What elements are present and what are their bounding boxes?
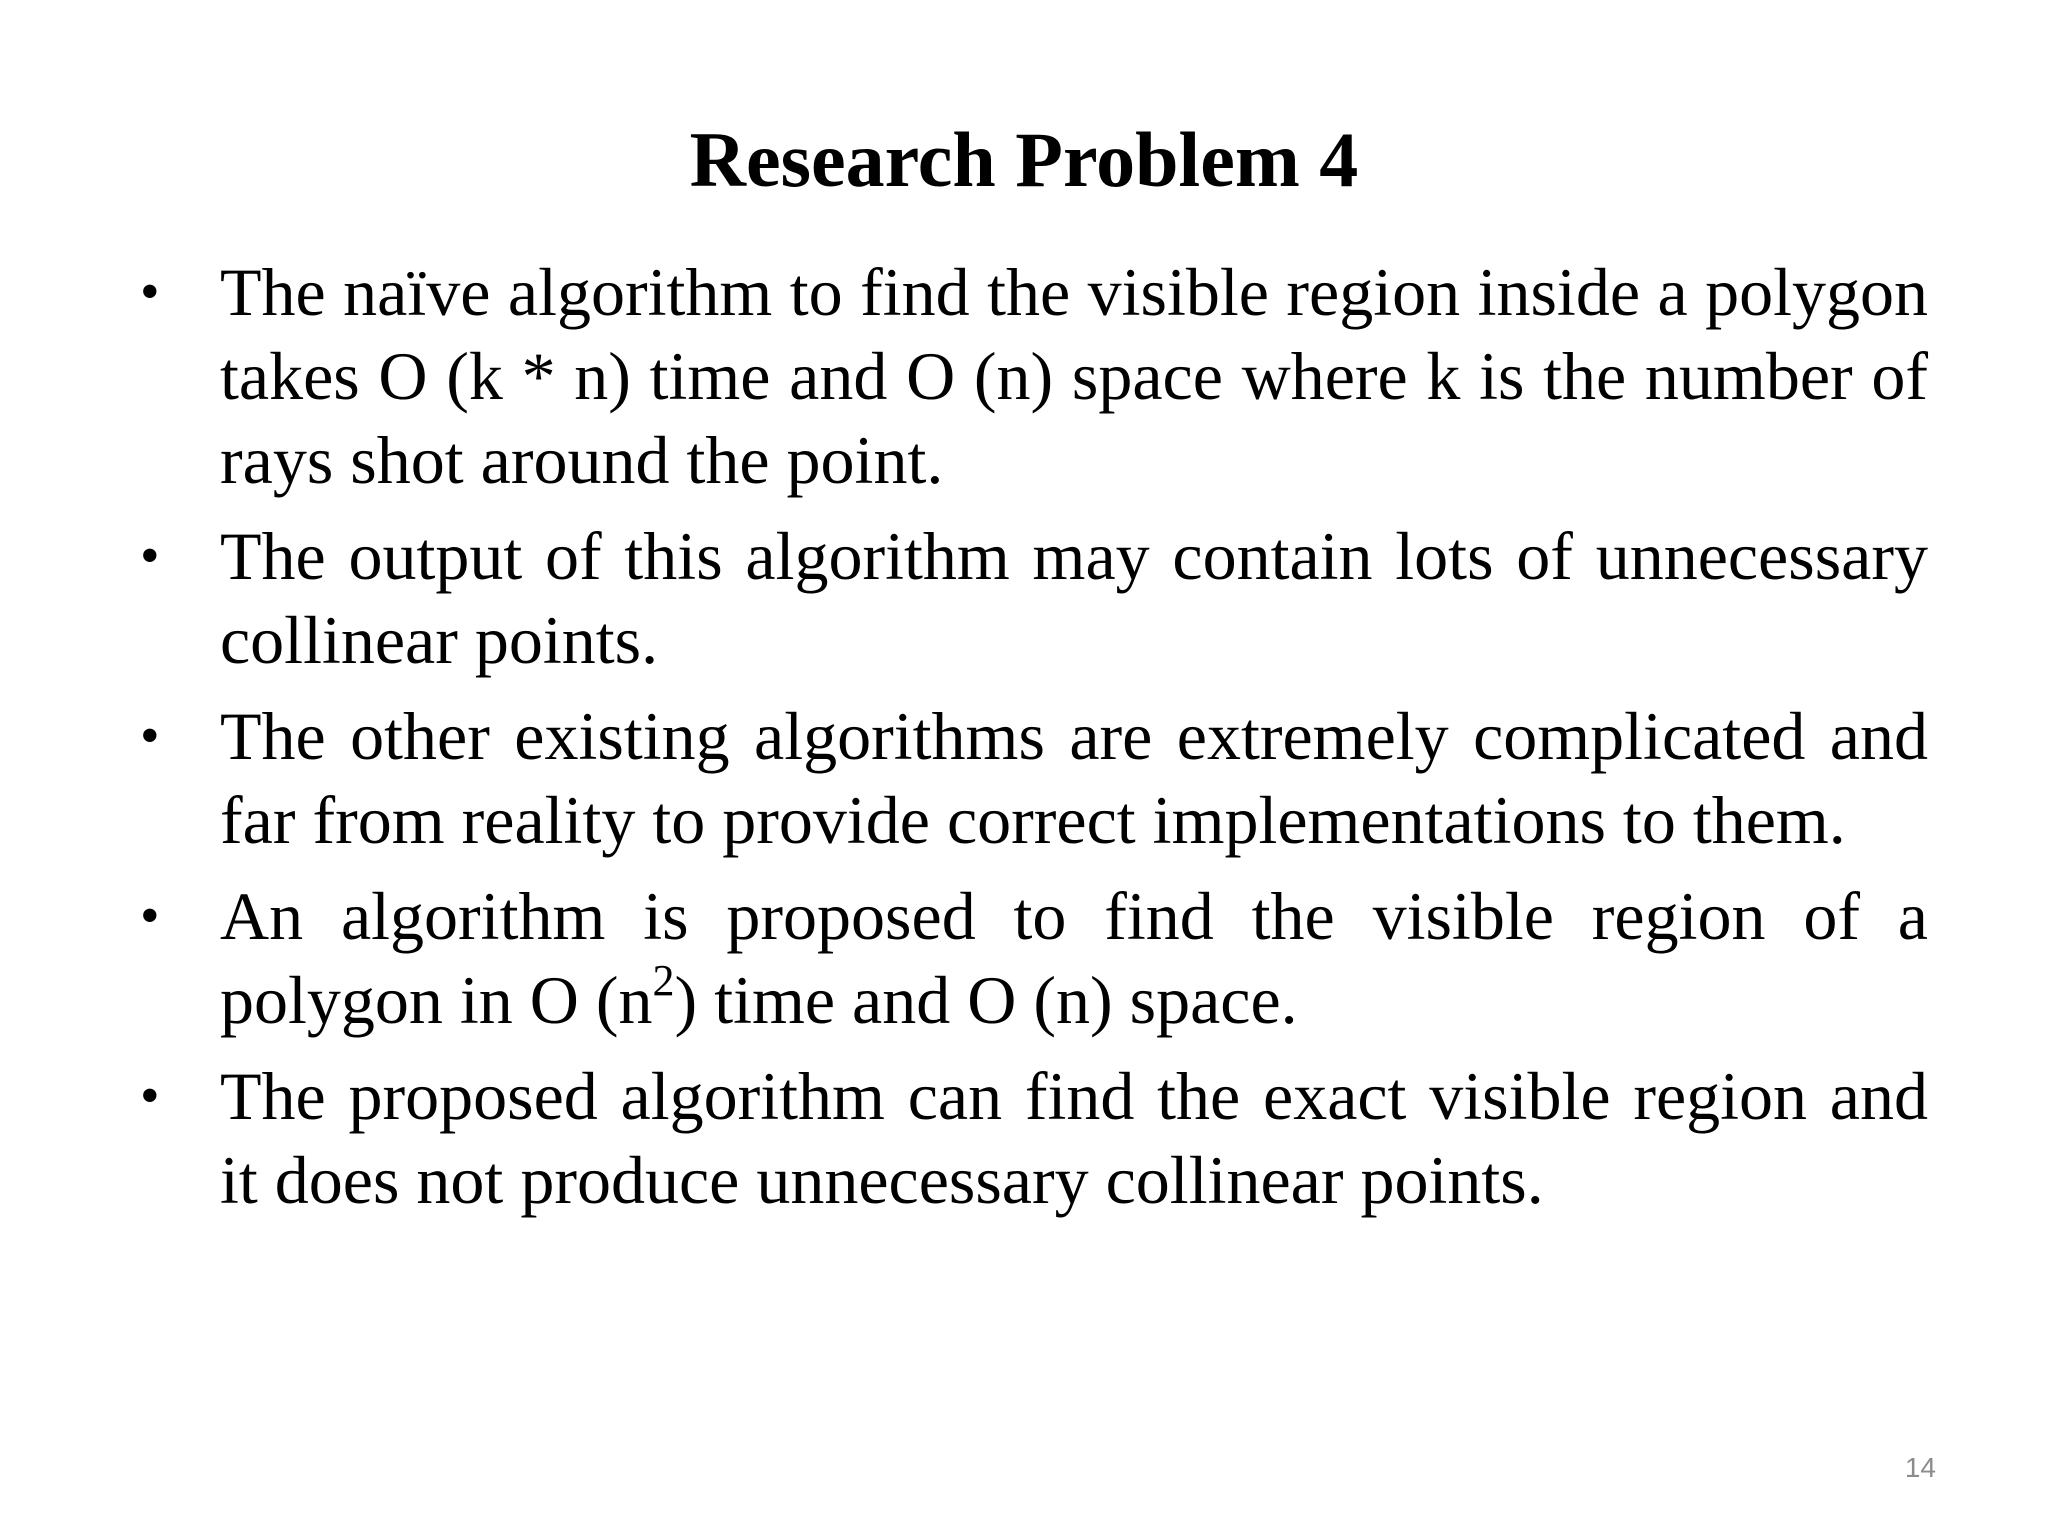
bullet-item (140, 874, 1928, 1042)
page-number: 14 (1904, 1452, 1936, 1483)
bullet-text: The naïve algorithm to find the visible region inside a polygon takes O (k * n) time and O (n) space where k is the number of rays shot around the point. (220, 254, 1928, 498)
bullet-text: The proposed algorithm can find the exact visible region and it does not produce unnecessary collinear points. (220, 1058, 1928, 1218)
bullet-item (140, 1054, 1928, 1222)
bullet-item (140, 250, 1928, 502)
bullet-list (140, 250, 1928, 1234)
bullet-item (140, 694, 1928, 862)
bullet-marker: • (140, 525, 160, 587)
bullet-text-before: An algorithm is proposed to find the visible region of a polygon in O (n (220, 878, 1928, 1038)
bullet-item (140, 514, 1928, 682)
bullet-marker: • (140, 1065, 160, 1127)
bullet-text (220, 874, 1928, 1042)
bullet-marker: • (140, 885, 160, 947)
bullet-marker: • (140, 261, 160, 323)
slide-title: Research Problem 4 (689, 116, 1359, 203)
bullet-marker: • (140, 705, 160, 767)
bullet-text: The output of this algorithm may contain lots of unnecessary collinear points. (220, 518, 1928, 678)
bullet-text: The other existing algorithms are extremely complicated and far from reality to provide correct implementations to them. (220, 698, 1928, 858)
bullet-text-after: ) time and O (n) space. (674, 962, 1298, 1038)
superscript-exponent: 2 (652, 956, 675, 1005)
